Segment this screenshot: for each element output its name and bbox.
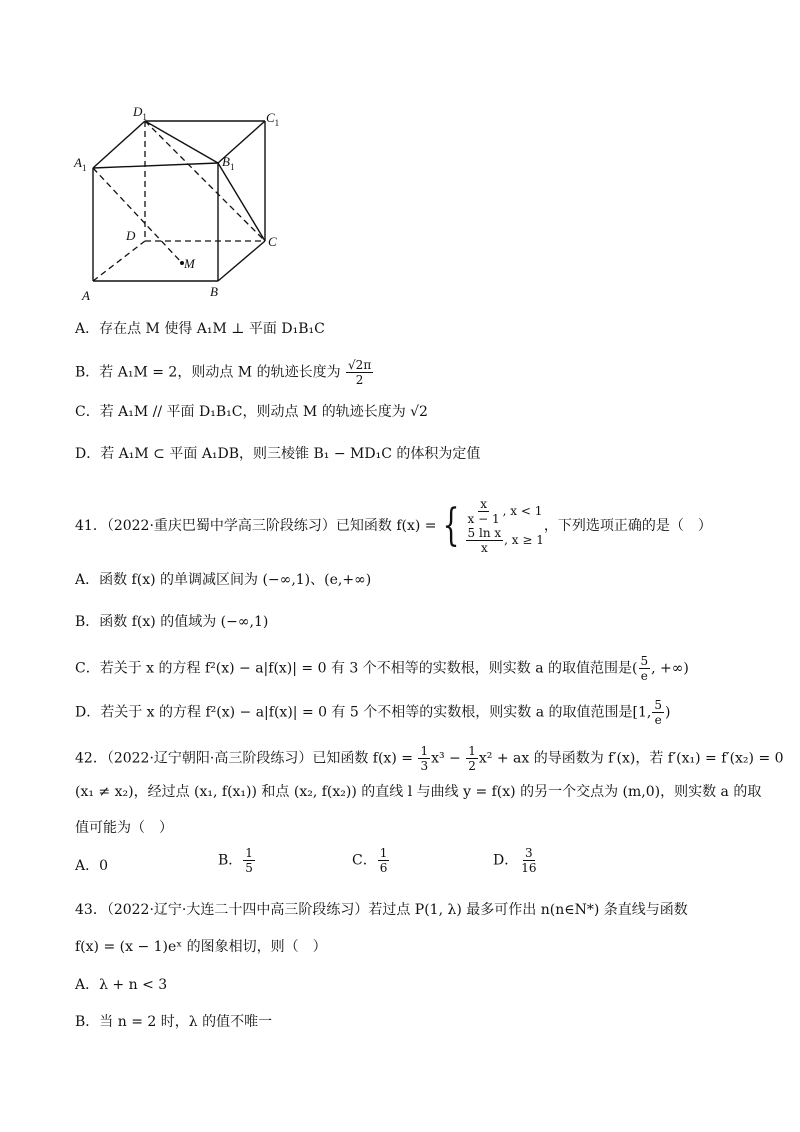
q42-option-b: B． $\frac{1}{5}$	[218, 846, 253, 875]
q41-option-d: D．若关于 x 的方程 f²(x) − a|f(x)| = 0 有 5 个不相等的实数根，则实数 a 的取值范围是[1, $\frac{5}{e}$ )	[75, 698, 671, 727]
label-d: D	[126, 228, 136, 243]
label-c1: $C_1$	[266, 110, 280, 128]
q43-option-a: A．λ + n < 3	[75, 977, 168, 993]
q42-option-a: A．0	[75, 858, 109, 874]
q41-option-a: A．函数 f(x) 的单调减区间为 (−∞,1)、(e,+∞)	[75, 572, 372, 588]
label-b: B	[210, 284, 218, 299]
q42-line-3: 值可能为（ ）	[75, 820, 173, 836]
edge-a1-m	[93, 168, 182, 263]
q41-option-c: C．若关于 x 的方程 f²(x) − a|f(x)| = 0 有 3 个不相等的实数根，则实数 a 的取值范围是( $\frac{5}{e}$ , +∞)	[75, 654, 689, 683]
label-a: A	[82, 288, 90, 303]
q42-option-c: C． $\frac{1}{6}$	[352, 846, 388, 875]
edge-a1-d1	[93, 121, 145, 168]
q41-option-b: B．函数 f(x) 的值域为 (−∞,1)	[75, 614, 269, 630]
q43-line-2: f(x) = (x − 1)eˣ 的图象相切，则（ ）	[75, 939, 327, 955]
q42-option-d: D． $\frac{3}{16}$	[493, 846, 537, 875]
q41-piecewise: $\frac{x}{x - 1}$ , x < 1 $\frac{\text{5 ln x}}{x}$ , x ≥ 1	[467, 497, 544, 555]
q43-line-1: 43．（2022·辽宁·大连二十四中高三阶段练习）若过点 P(1, λ) 最多可作出 n(n∈N*) 条直线与函数	[75, 902, 688, 918]
q42-line-1: 42．（2022·辽宁朝阳·高三阶段练习）已知函数 f(x) = $\frac{1}{3}$ x³ − $\frac{1}{2}$ x² + ax 的导函数为 f′(x)，若 f′(x₁) = f′(x₂) = 0	[75, 744, 784, 773]
q42-line-2: (x₁ ≠ x₂)，经过点 (x₁, f(x₁)) 和点 (x₂, f(x₂)) 的直线 l 与曲线 y = f(x) 的另一个交点为 (m,0)，则实数 a 的取	[75, 784, 762, 800]
q40-option-c: C．若 A₁M // 平面 D₁B₁C，则动点 M 的轨迹长度为 √2	[75, 404, 428, 420]
edge-b-c	[218, 241, 265, 281]
label-a1: $A_1$	[74, 155, 87, 173]
q40-option-b: B．若 A₁M = 2，则动点 M 的轨迹长度为 $\frac{√2\pi}{2}$	[75, 358, 372, 387]
q40-option-d: D．若 A₁M ⊂ 平面 A₁DB，则三棱锥 B₁ − MD₁C 的体积为定值	[75, 446, 481, 462]
label-d1: $D_1$	[133, 104, 147, 122]
edge-b1-c	[218, 163, 265, 241]
q41-stem: 41．（2022·重庆巴蜀中学高三阶段练习）已知函数 f(x) = { $\frac{x}{x - 1}$ , x < 1 $\frac{\text{5 ln x}}{x}$ , x ≥ 1 ，下列选项正确的是（ ）	[75, 497, 712, 555]
label-c: C	[268, 234, 277, 249]
q40-option-a: A．存在点 M 使得 A₁M ⊥ 平面 D₁B₁C	[75, 321, 325, 337]
label-b1: $B_1$	[222, 154, 235, 172]
label-m: M	[184, 256, 195, 271]
edge-a1-b1	[93, 163, 218, 168]
q43-option-b: B．当 n = 2 时，λ 的值不唯一	[75, 1014, 273, 1030]
edge-d1-c	[145, 121, 265, 241]
edge-a-d	[93, 241, 145, 281]
q40-b-fraction: $\frac{√2\pi}{2}$	[348, 358, 372, 387]
cube-figure	[70, 95, 300, 310]
